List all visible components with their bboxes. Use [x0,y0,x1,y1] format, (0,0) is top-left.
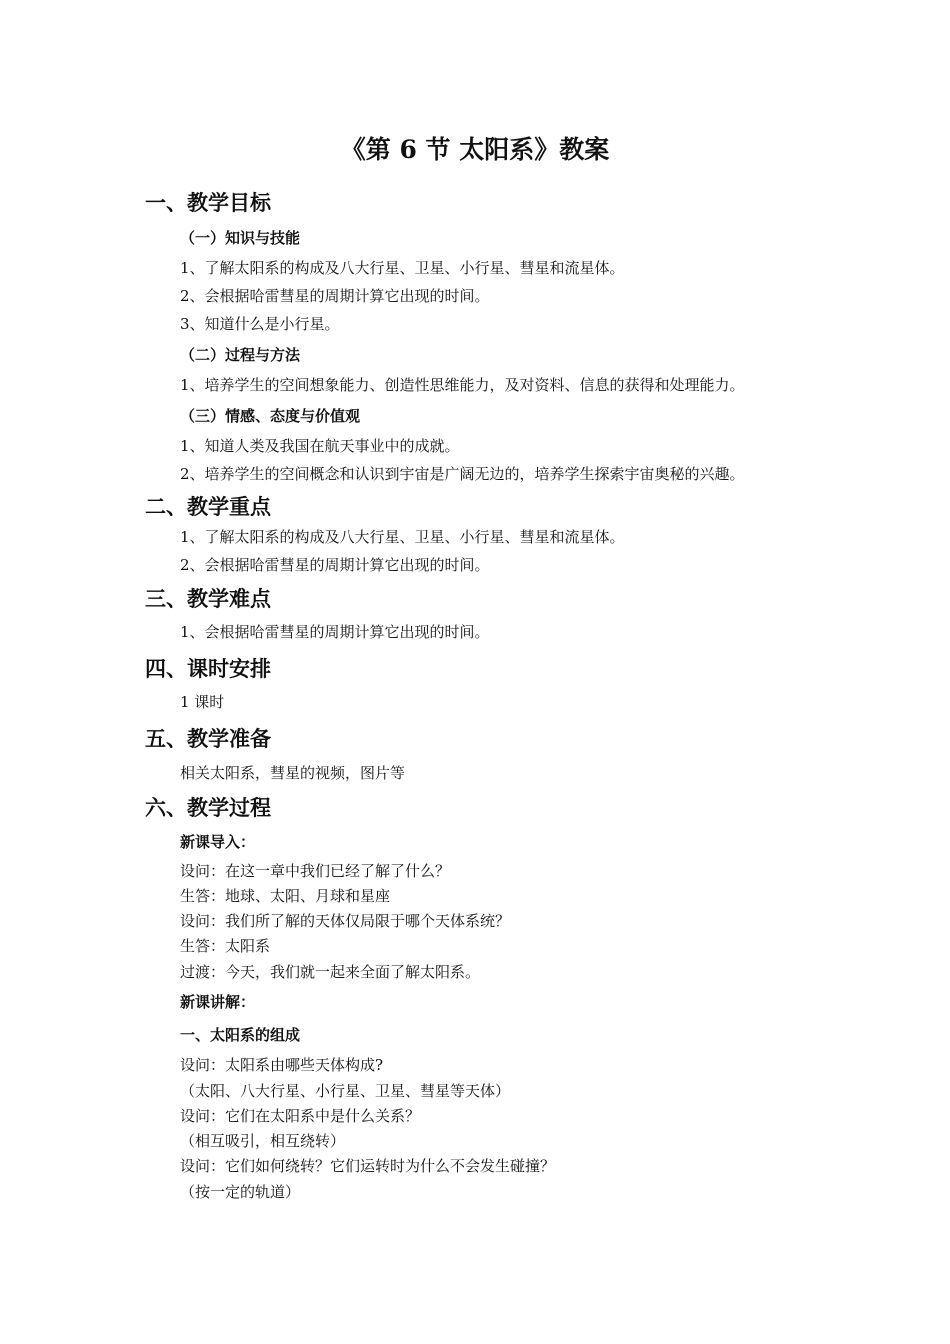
intro-label: 新课导入： [180,833,256,851]
key-point-item: 1、了解太阳系的构成及八大行星、卫星、小行星、彗星和流星体。 [180,528,625,546]
section-heading-difficulties: 三、教学难点 [145,586,271,611]
section-heading-key-points: 二、教学重点 [145,494,271,519]
dialogue-line: 设问：在这一章中我们已经了解了什么？ [180,862,451,880]
lecture-label: 新课讲解： [180,993,256,1011]
objective-item: 2、会根据哈雷彗星的周期计算它出现的时间。 [180,287,490,305]
dialogue-line: 生答：地球、太阳、月球和星座 [180,887,391,905]
section-heading-process: 六、教学过程 [145,795,271,820]
preparation-text: 相关太阳系，彗星的视频，图片等 [180,764,406,782]
dialogue-line: 生答：太阳系 [180,937,271,955]
dialogue-line: 设问：它们如何绕转？它们运转时为什么不会发生碰撞？ [180,1157,556,1175]
section-heading-schedule: 四、课时安排 [145,656,271,681]
objective-item: 1、了解太阳系的构成及八大行星、卫星、小行星、彗星和流星体。 [180,259,625,277]
difficulty-item: 1、会根据哈雷彗星的周期计算它出现的时间。 [180,623,490,641]
objective-item: 2、培养学生的空间概念和认识到宇宙是广阔无边的，培养学生探索宇宙奥秘的兴趣。 [180,465,745,483]
dialogue-line: 过渡：今天，我们就一起来全面了解太阳系。 [180,963,481,981]
section-heading-preparation: 五、教学准备 [145,726,271,751]
dialogue-line: 设问：太阳系由哪些天体构成? [180,1056,384,1074]
dialogue-line: 设问：我们所了解的天体仅局限于哪个天体系统？ [180,912,511,930]
subheading-knowledge-skills: （一）知识与技能 [180,229,301,247]
document-title: 《第 6 节 太阳系》教案 [340,135,610,164]
key-point-item: 2、会根据哈雷彗星的周期计算它出现的时间。 [180,556,490,574]
objective-item: 1、知道人类及我国在航天事业中的成就。 [180,437,460,455]
subheading-attitude-values: （三）情感、态度与价值观 [180,407,361,425]
dialogue-line: 设问：它们在太阳系中是什么关系？ [180,1107,421,1125]
dialogue-line: （太阳、八大行星、小行星、卫星、彗星等天体） [180,1082,511,1100]
part-heading-composition: 一、太阳系的组成 [180,1026,301,1044]
section-heading-objectives: 一、教学目标 [145,190,271,215]
dialogue-line: （相互吸引，相互绕转） [180,1132,346,1150]
subheading-process-methods: （二）过程与方法 [180,346,301,364]
objective-item: 1、培养学生的空间想象能力、创造性思维能力，及对资料、信息的获得和处理能力。 [180,376,745,394]
objective-item: 3、知道什么是小行星。 [180,315,340,333]
dialogue-line: （按一定的轨道） [180,1183,301,1201]
schedule-text: 1 课时 [180,693,225,711]
